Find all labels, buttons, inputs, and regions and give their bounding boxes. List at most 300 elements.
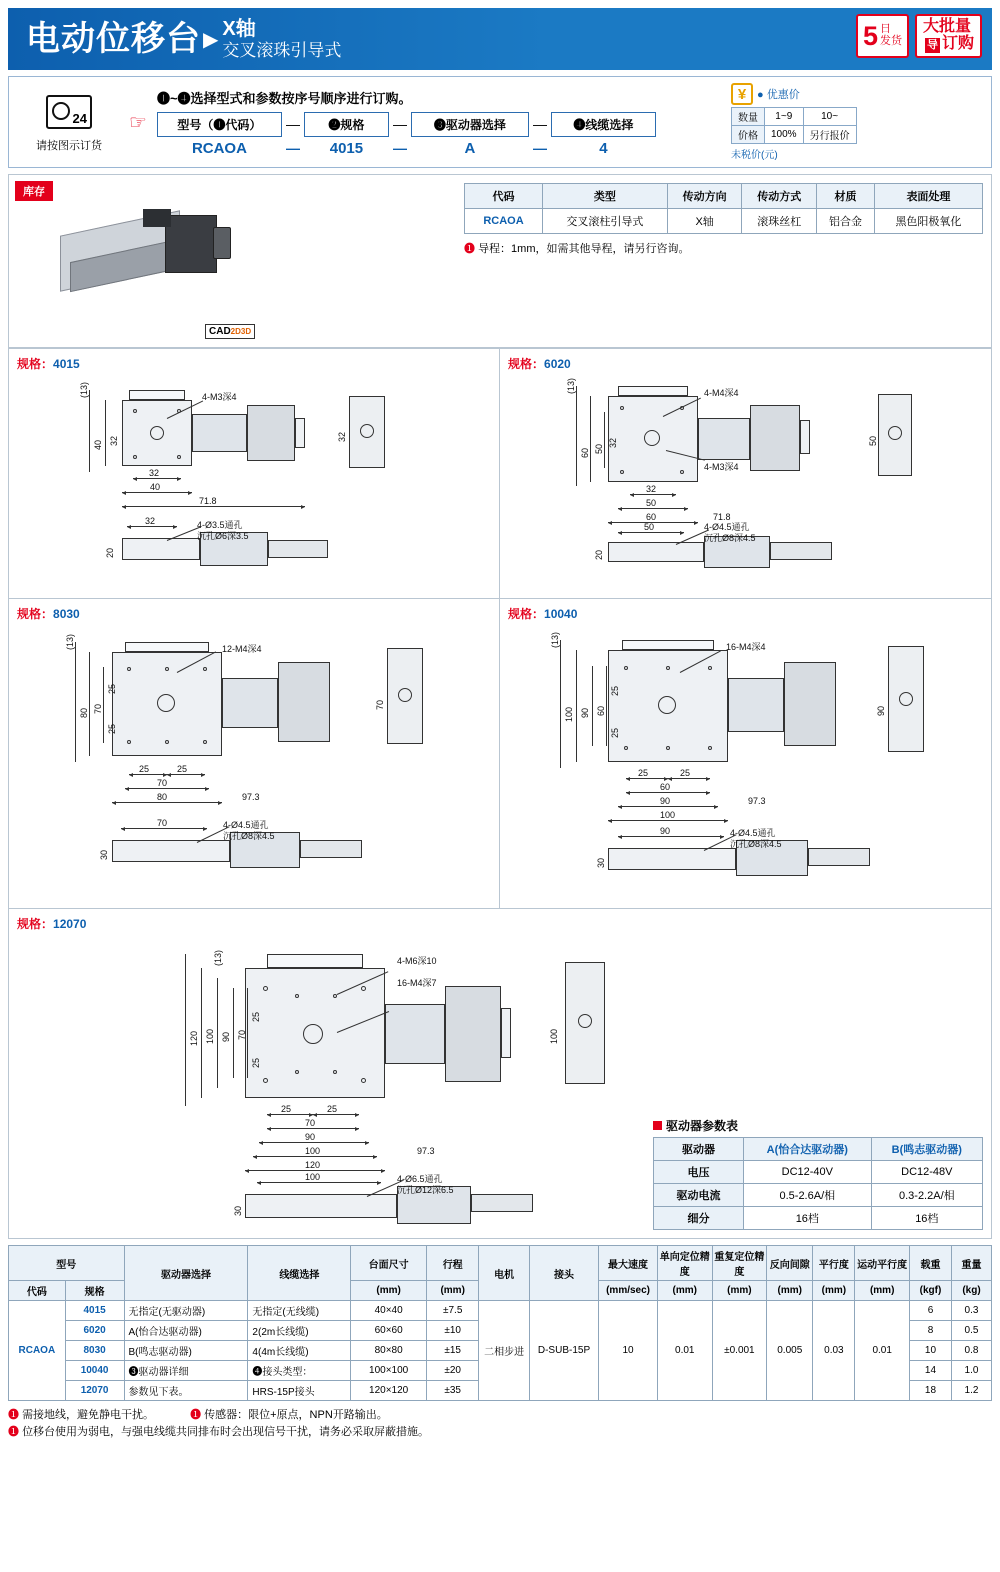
dwg-8030-dim-25b: 25	[107, 723, 117, 734]
bt-cable-1: 2(2m长线缆)	[248, 1321, 351, 1341]
price-label: ● 优惠价	[757, 89, 800, 101]
bt-h-backlash: 反向间隙	[767, 1246, 813, 1281]
product-photo-cell	[9, 175, 464, 347]
driver-param-title	[653, 1117, 983, 1134]
dwg-6020-note-m3: 4-M3深4	[704, 462, 739, 472]
dwg-10040-note-hole2: 沉孔Ø8深4.5	[730, 839, 782, 849]
bt-stroke-2: ±15	[426, 1341, 479, 1361]
dwg-8030-hole-4	[127, 740, 131, 744]
bt-speed-cell: 10	[599, 1301, 658, 1401]
pointing-hand-icon: ☞	[129, 111, 147, 134]
bt-u-repeat: (mm)	[712, 1281, 767, 1301]
driver-row-1-label: 驱动电流	[654, 1184, 744, 1207]
driver-row-1	[654, 1184, 983, 1207]
bt-spec-3: 10040	[65, 1361, 124, 1381]
bt-load-0: 6	[909, 1301, 951, 1321]
cad-label: CAD	[209, 326, 231, 337]
dwg-8030-center-circle	[157, 694, 175, 712]
order-code-model: RCAOA	[191, 139, 247, 157]
dwg-10040-motor	[784, 662, 836, 746]
dwg-4015-hdim-len	[122, 506, 305, 507]
dwg-12070-hole-3	[263, 1078, 268, 1083]
footnote-3-text: 位移台使用为弱电，与强电线缆共同排布时会出现信号干扰，请务必采取屏蔽措施。	[22, 1425, 430, 1438]
dwg-4015-hdim-32	[133, 478, 181, 479]
order-dash-1: —	[285, 116, 300, 132]
bt-weight-3: 1.0	[951, 1361, 991, 1381]
dwg-12070-dim-70: 70	[237, 1029, 247, 1040]
drawing-12070	[9, 908, 991, 1238]
dwg-6020-dim-50: 50	[594, 443, 604, 454]
footnote-1	[8, 1407, 154, 1424]
dwg-12070-dim-25a: 25	[251, 1011, 261, 1022]
drawing-8030-canvas	[17, 622, 491, 902]
price-header	[731, 83, 987, 105]
dwg-10040-dim-25a: 25	[610, 685, 620, 696]
dwg-6020-vdim-50	[590, 396, 591, 482]
dwg-12070-dim-100: 100	[205, 1028, 215, 1044]
driver-row-0-b: DC12-48V	[871, 1161, 982, 1184]
dwg-6020-hole-3	[620, 470, 624, 474]
spec-th-5: 表面处理	[874, 184, 982, 209]
product-photo	[15, 201, 458, 341]
order-field-driver[interactable]: ❸驱动器选择	[411, 112, 529, 137]
bt-h-motionparallel: 运动平行度	[855, 1246, 910, 1281]
dwg-6020-body	[698, 418, 750, 460]
dwg-8030-side-circle	[398, 688, 412, 702]
footnote-2	[190, 1407, 388, 1424]
dwg-4015-hole-4	[177, 455, 181, 459]
dwg-12070-dim-side100: 100	[549, 1028, 559, 1044]
drawing-6020-title	[508, 355, 983, 372]
dwg-12070-hdim-90	[259, 1142, 369, 1143]
dwg-6020-front-base	[608, 542, 704, 562]
dwg-12070-hdim-25b	[313, 1114, 359, 1115]
drawing-6020-label: 规格：	[508, 357, 545, 371]
price-qty-2: 10~	[803, 108, 856, 126]
dwg-8030-hole-2	[165, 667, 169, 671]
top-section	[9, 175, 991, 348]
dwg-10040-vdim-100	[560, 640, 561, 768]
dwg-10040-dim-25b: 25	[610, 727, 620, 738]
dwg-4015-front-motor	[268, 540, 328, 558]
header-badges	[856, 14, 982, 58]
dwg-12070-note-hole2: 沉孔Ø12深6.5	[397, 1185, 454, 1195]
drawing-8030-title	[17, 605, 491, 622]
bt-u-backlash: (mm)	[767, 1281, 813, 1301]
order-code-row	[157, 140, 731, 157]
dwg-10040-vdim-25a	[606, 666, 607, 706]
dwg-12070-front-dim-100: 100	[305, 1172, 321, 1182]
spec-th-4: 材质	[817, 184, 875, 209]
photo-connector	[213, 227, 231, 259]
bt-weight-1: 0.5	[951, 1321, 991, 1341]
drawing-grid	[9, 348, 991, 1238]
badge-5day-l2: 发货	[879, 35, 902, 47]
dwg-8030-dim-25a: 25	[107, 683, 117, 694]
dwg-12070-note-hole1: 4-Ø6.5通孔	[397, 1174, 443, 1184]
stock-badge: 库存	[15, 181, 53, 201]
model-parameter-table	[8, 1245, 992, 1401]
dwg-12070-topbar	[267, 954, 363, 968]
dwg-8030-note-m4: 12-M4深4	[222, 644, 262, 654]
dwg-8030-vdim-80	[75, 642, 76, 762]
bt-load-1: 8	[909, 1321, 951, 1341]
dwg-6020-side-circle	[888, 426, 902, 440]
dwg-10040-dim-h90: 90	[660, 796, 671, 806]
dwg-6020-dim-60: 60	[580, 447, 590, 458]
note-bullet-icon: ❶	[464, 243, 475, 255]
dwg-8030-hole-5	[165, 740, 169, 744]
dwg-12070-vdim-70	[233, 988, 234, 1078]
dwg-4015-dim-side32: 32	[337, 431, 347, 442]
driver-title-bullet-icon	[653, 1121, 662, 1130]
drawing-12070-value: 12070	[53, 917, 87, 931]
dwg-8030-note-hole1: 4-Ø4.5通孔	[223, 820, 269, 830]
order-code-dash-2: —	[392, 140, 407, 156]
driver-row-1-a: 0.5-2.6A/相	[744, 1184, 872, 1207]
dwg-4015-vdim-40	[89, 390, 90, 472]
dwg-12070-vdim-25b	[247, 1033, 248, 1078]
dwg-12070-hole-7	[295, 1070, 299, 1074]
dwg-10040-hole-4	[624, 746, 628, 750]
price-value-label: 价格	[732, 126, 765, 144]
bt-size-1: 60×60	[351, 1321, 427, 1341]
yen-icon: ¥	[731, 83, 753, 105]
spec-td-2: X轴	[667, 209, 742, 234]
dwg-4015-conn	[295, 418, 305, 448]
drawing-4015-canvas	[17, 372, 491, 592]
bt-spec-0: 4015	[65, 1301, 124, 1321]
driver-header-row	[654, 1138, 983, 1161]
dwg-4015-front-hdim	[127, 526, 177, 527]
dwg-10040-hole-1	[624, 666, 628, 670]
dwg-8030-vdim-25a	[103, 667, 104, 705]
dwg-8030-vdim-70	[89, 652, 90, 756]
dwg-8030-front-dim-30: 30	[99, 849, 109, 860]
dwg-6020-hole-1	[620, 406, 624, 410]
order-field-model[interactable]: 型号（❶代码）	[157, 112, 282, 137]
spec-td-1: 交叉滚柱引导式	[543, 209, 668, 234]
dwg-8030-front-base	[112, 840, 230, 862]
cad-download-badge[interactable]	[205, 324, 255, 339]
drawing-4015-label: 规格：	[17, 357, 54, 371]
dwg-10040-vdim-25b	[606, 706, 607, 746]
bt-weight-0: 0.3	[951, 1301, 991, 1321]
drawing-10040-label: 规格：	[508, 607, 545, 621]
dwg-6020-hdim-50	[618, 508, 688, 509]
dwg-4015-note-hole2: 沉孔Ø6深3.5	[197, 531, 249, 541]
dwg-8030-dim-h80: 80	[157, 792, 168, 802]
driver-param-box	[653, 1117, 983, 1230]
dwg-10040-hdim-90	[618, 806, 718, 807]
dwg-8030-dim-len: 97.3	[242, 792, 260, 802]
price-qty-1: 1~9	[765, 108, 804, 126]
dwg-12070-dim-h90: 90	[305, 1132, 316, 1142]
bt-size-2: 80×80	[351, 1341, 427, 1361]
spec-th-1: 类型	[543, 184, 668, 209]
dwg-10040-dim-side90: 90	[876, 705, 886, 716]
dwg-10040-side-circle	[899, 692, 913, 706]
dwg-12070-dim-90: 90	[221, 1031, 231, 1042]
dwg-12070-vdim-90	[217, 978, 218, 1088]
badge-bulk-order	[915, 14, 982, 58]
footnotes	[8, 1407, 992, 1440]
drawing-10040-canvas	[508, 622, 983, 902]
dwg-12070-dim-h120: 120	[305, 1160, 321, 1170]
dwg-8030-motor	[278, 662, 330, 742]
dwg-12070-hole-2	[361, 986, 366, 991]
price-value-2: 另行报价	[803, 126, 856, 144]
dwg-6020-dim-13: (13)	[566, 377, 576, 394]
dwg-10040-front-dim-30: 30	[596, 857, 606, 868]
dwg-12070-vdim-120	[185, 954, 186, 1106]
dwg-8030-dim-13: (13)	[65, 633, 75, 650]
dwg-12070-front-hdim	[257, 1182, 381, 1183]
order-field-cable[interactable]: ❹线缆选择	[551, 112, 656, 137]
dwg-10040-body	[728, 678, 784, 732]
dwg-12070-vdim-100	[201, 968, 202, 1098]
drawing-8030-label: 规格：	[17, 607, 54, 621]
bt-cable-3: ❹接头类型：	[248, 1361, 351, 1381]
bt-h-load: 载重	[909, 1246, 951, 1281]
dwg-12070-vdim-25a	[247, 988, 248, 1033]
dwg-8030-front-motor	[300, 840, 362, 858]
dwg-12070-dim-h70: 70	[305, 1118, 316, 1128]
dwg-10040-hole-3	[708, 666, 712, 670]
dwg-10040-dim-13: (13)	[550, 631, 560, 648]
dwg-8030-topbar	[125, 642, 209, 652]
spec-td-3: 滚珠丝杠	[742, 209, 817, 234]
bt-parallel-cell: 0.03	[813, 1301, 855, 1401]
order-code-driver: A	[464, 139, 476, 157]
drawing-8030	[9, 598, 500, 908]
order-code-dash-1: —	[285, 140, 300, 156]
bt-u-speed: (mm/sec)	[599, 1281, 658, 1301]
bt-size-3: 100×100	[351, 1361, 427, 1381]
dwg-4015-hole-1	[133, 409, 137, 413]
driver-row-2-a: 16档	[744, 1207, 872, 1230]
bt-cable-2: 4(4m长线缆)	[248, 1341, 351, 1361]
bt-h-driver: 驱动器选择	[124, 1246, 248, 1301]
dwg-4015-note-hole1: 4-Ø3.5通孔	[197, 520, 243, 530]
bt-h-speed: 最大速度	[599, 1246, 658, 1281]
dwg-10040-vdim-90	[576, 650, 577, 762]
spec-td-4: 铝合金	[817, 209, 875, 234]
dwg-12070-hdim-70	[267, 1128, 359, 1129]
footnote-3	[8, 1424, 992, 1441]
drawing-10040-value: 10040	[544, 607, 578, 621]
dwg-4015-hdim-40	[122, 492, 192, 493]
order-box-row	[157, 112, 731, 137]
order-code-dash-3: —	[532, 140, 547, 156]
drawing-12070-label: 规格：	[17, 917, 54, 931]
header-subtitle-line2: 交叉滚珠引导式	[222, 40, 342, 60]
bt-h-motor: 电机	[479, 1246, 529, 1301]
bt-h-code: 代码	[9, 1281, 66, 1301]
dwg-4015-dim-40h: 40	[150, 482, 161, 492]
dwg-6020-note-hole2: 沉孔Ø8深4.5	[704, 533, 756, 543]
dwg-10040-hole-2	[666, 666, 670, 670]
dwg-8030-dim-70: 70	[93, 703, 103, 714]
dwg-12070-dim-h100: 100	[305, 1146, 321, 1156]
dwg-6020-front-dim-20: 20	[594, 549, 604, 560]
dwg-8030-vdim-25b	[103, 705, 104, 743]
price-value-1: 100%	[765, 126, 804, 144]
bt-h-tablesize: 台面尺寸	[351, 1246, 427, 1281]
bt-spec-1: 6020	[65, 1321, 124, 1341]
bt-h-stroke: 行程	[426, 1246, 479, 1281]
dwg-10040-hole-5	[666, 746, 670, 750]
badge-5day-l1: 日	[879, 23, 891, 36]
dwg-12070-dim-h25a: 25	[281, 1104, 292, 1114]
dwg-10040-dim-len: 97.3	[748, 796, 766, 806]
dwg-8030-hole-6	[203, 740, 207, 744]
spec-th-0: 代码	[465, 184, 543, 209]
dwg-10040-dim-60: 60	[596, 705, 606, 716]
driver-th-1: A(怡合达驱动器)	[744, 1138, 872, 1161]
bt-driver-3: ❸驱动器详细	[124, 1361, 248, 1381]
spec-table-header-row	[465, 184, 983, 209]
dwg-6020-topbar	[618, 386, 688, 396]
bt-u-tablesize: (mm)	[351, 1281, 427, 1301]
title-arrow-icon: ▶	[203, 28, 219, 51]
spec-th-3: 传动方式	[742, 184, 817, 209]
bt-backlash-cell: 0.005	[767, 1301, 813, 1401]
dwg-4015-motor	[247, 405, 295, 461]
bt-spec-4: 12070	[65, 1381, 124, 1401]
dwg-10040-dim-h25a: 25	[638, 768, 649, 778]
bt-u-uni: (mm)	[657, 1281, 712, 1301]
badge-bulk-l2-wrap	[925, 36, 974, 53]
bt-u-weight: (kg)	[951, 1281, 991, 1301]
order-phone-caption: 请按图示订货	[36, 140, 102, 152]
spec-note-text: 导程：1mm，如需其他导程，请另行咨询。	[478, 243, 690, 255]
dwg-10040-topbar	[622, 640, 714, 650]
dwg-12070-hdim-25a	[267, 1114, 313, 1115]
dwg-4015-side-circle	[360, 424, 374, 438]
driver-th-0: 驱动器	[654, 1138, 744, 1161]
bt-cable-0: 无指定(无线缆)	[248, 1301, 351, 1321]
phone-24h-icon	[40, 95, 98, 135]
drawing-6020-canvas	[508, 372, 983, 592]
dwg-12070-front-dim-30: 30	[233, 1205, 243, 1216]
badge-5day-number: 5	[862, 20, 878, 51]
bt-load-2: 10	[909, 1341, 951, 1361]
dwg-12070-hdim-120	[245, 1170, 385, 1171]
dwg-12070-hdim-100	[253, 1156, 377, 1157]
bt-weight-4: 1.2	[951, 1381, 991, 1401]
driver-row-2-b: 16档	[871, 1207, 982, 1230]
price-label-text: 优惠价	[766, 89, 800, 101]
bt-motor-cell: 二相步进	[479, 1301, 529, 1401]
ordering-guide	[8, 76, 992, 168]
dwg-6020-front-hdim	[618, 532, 684, 533]
bt-weight-2: 0.8	[951, 1341, 991, 1361]
dwg-6020-vdim-60	[576, 386, 577, 486]
dwg-6020-dim-side50: 50	[868, 435, 878, 446]
drawing-6020	[500, 348, 991, 598]
bt-driver-0: 无指定(无驱动器)	[124, 1301, 248, 1321]
dwg-4015-dim-len: 71.8	[199, 496, 217, 506]
dwg-12070-note-m6: 4-M6深10	[397, 956, 437, 966]
footnote-1-text: 需接地线，避免静电干扰。	[22, 1409, 155, 1421]
order-dash-3: —	[532, 116, 547, 132]
dwg-10040-front-base	[608, 848, 736, 870]
bt-motionparallel-cell: 0.01	[855, 1301, 910, 1401]
price-cell	[731, 83, 991, 161]
dwg-12070-dim-25b: 25	[251, 1057, 261, 1068]
dwg-12070-dim-13: (13)	[213, 949, 223, 966]
dwg-4015-hole-3	[133, 455, 137, 459]
footnote-1-bullet-icon: ❶	[8, 1409, 19, 1421]
spec-td-0: RCAOA	[465, 209, 543, 234]
dwg-10040-dim-h25b: 25	[680, 768, 691, 778]
dwg-12070-hole-8	[333, 1070, 337, 1074]
order-phone-cell	[9, 91, 129, 153]
bt-header-row-1	[9, 1246, 992, 1281]
bt-uni-cell: 0.01	[657, 1301, 712, 1401]
driver-th-2: B(鸣志驱动器)	[871, 1138, 982, 1161]
dwg-10040-hdim-60	[626, 792, 710, 793]
photo-cable	[143, 209, 171, 227]
dwg-8030-dim-h25a: 25	[139, 764, 150, 774]
dwg-8030-hdim-70	[125, 788, 209, 789]
spec-cell	[464, 175, 991, 347]
drawing-10040-title	[508, 605, 983, 622]
bt-stroke-1: ±10	[426, 1321, 479, 1341]
header-subtitle	[222, 18, 341, 59]
dwg-4015-dim-13: (13)	[79, 381, 89, 398]
dwg-6020-note-hole1: 4-Ø4.5通孔	[704, 522, 750, 532]
bt-stroke-0: ±7.5	[426, 1301, 479, 1321]
dwg-10040-hole-6	[708, 746, 712, 750]
badge-bulk-l1: 大批量	[922, 18, 971, 36]
dwg-6020-motor	[750, 405, 800, 471]
dwg-6020-note-m4: 4-M4深4	[704, 388, 739, 398]
driver-row-1-b: 0.3-2.2A/相	[871, 1184, 982, 1207]
drawing-6020-value: 6020	[544, 357, 571, 371]
bt-h-weight: 重量	[951, 1246, 991, 1281]
bt-connector-cell: D-SUB-15P	[529, 1301, 598, 1401]
order-code-spec: 4015	[329, 139, 364, 157]
bt-u-motionparallel: (mm)	[855, 1281, 910, 1301]
bt-repeat-cell: ±0.001	[712, 1301, 767, 1401]
page-root	[0, 8, 1000, 1572]
dwg-12070-dim-120: 120	[189, 1030, 199, 1046]
dwg-10040-vdim-60	[592, 666, 593, 746]
drawing-12070-title	[17, 915, 983, 932]
driver-row-0	[654, 1161, 983, 1184]
spec-note	[464, 240, 983, 256]
spec-table	[464, 183, 983, 234]
driver-row-0-a: DC12-40V	[744, 1161, 872, 1184]
dwg-8030-dim-80: 80	[79, 707, 89, 718]
bt-u-parallel: (mm)	[813, 1281, 855, 1301]
dwg-12070-hole-1	[263, 986, 268, 991]
order-field-spec[interactable]: ❷规格	[304, 112, 389, 137]
dwg-8030-hdim-25b	[167, 774, 205, 775]
bt-cable-4: HRS-15P接头	[248, 1381, 351, 1401]
dwg-10040-front-dim-90: 90	[660, 826, 671, 836]
dwg-10040-dim-100: 100	[564, 706, 574, 722]
dwg-4015-front-base	[122, 538, 200, 560]
dwg-4015-vdim-32	[105, 400, 106, 466]
dwg-12070-conn	[501, 1008, 511, 1058]
bt-stroke-3: ±20	[426, 1361, 479, 1381]
dwg-10040-dim-h100: 100	[660, 810, 676, 820]
dwg-12070-motor	[445, 986, 501, 1082]
drawing-10040	[500, 598, 991, 908]
